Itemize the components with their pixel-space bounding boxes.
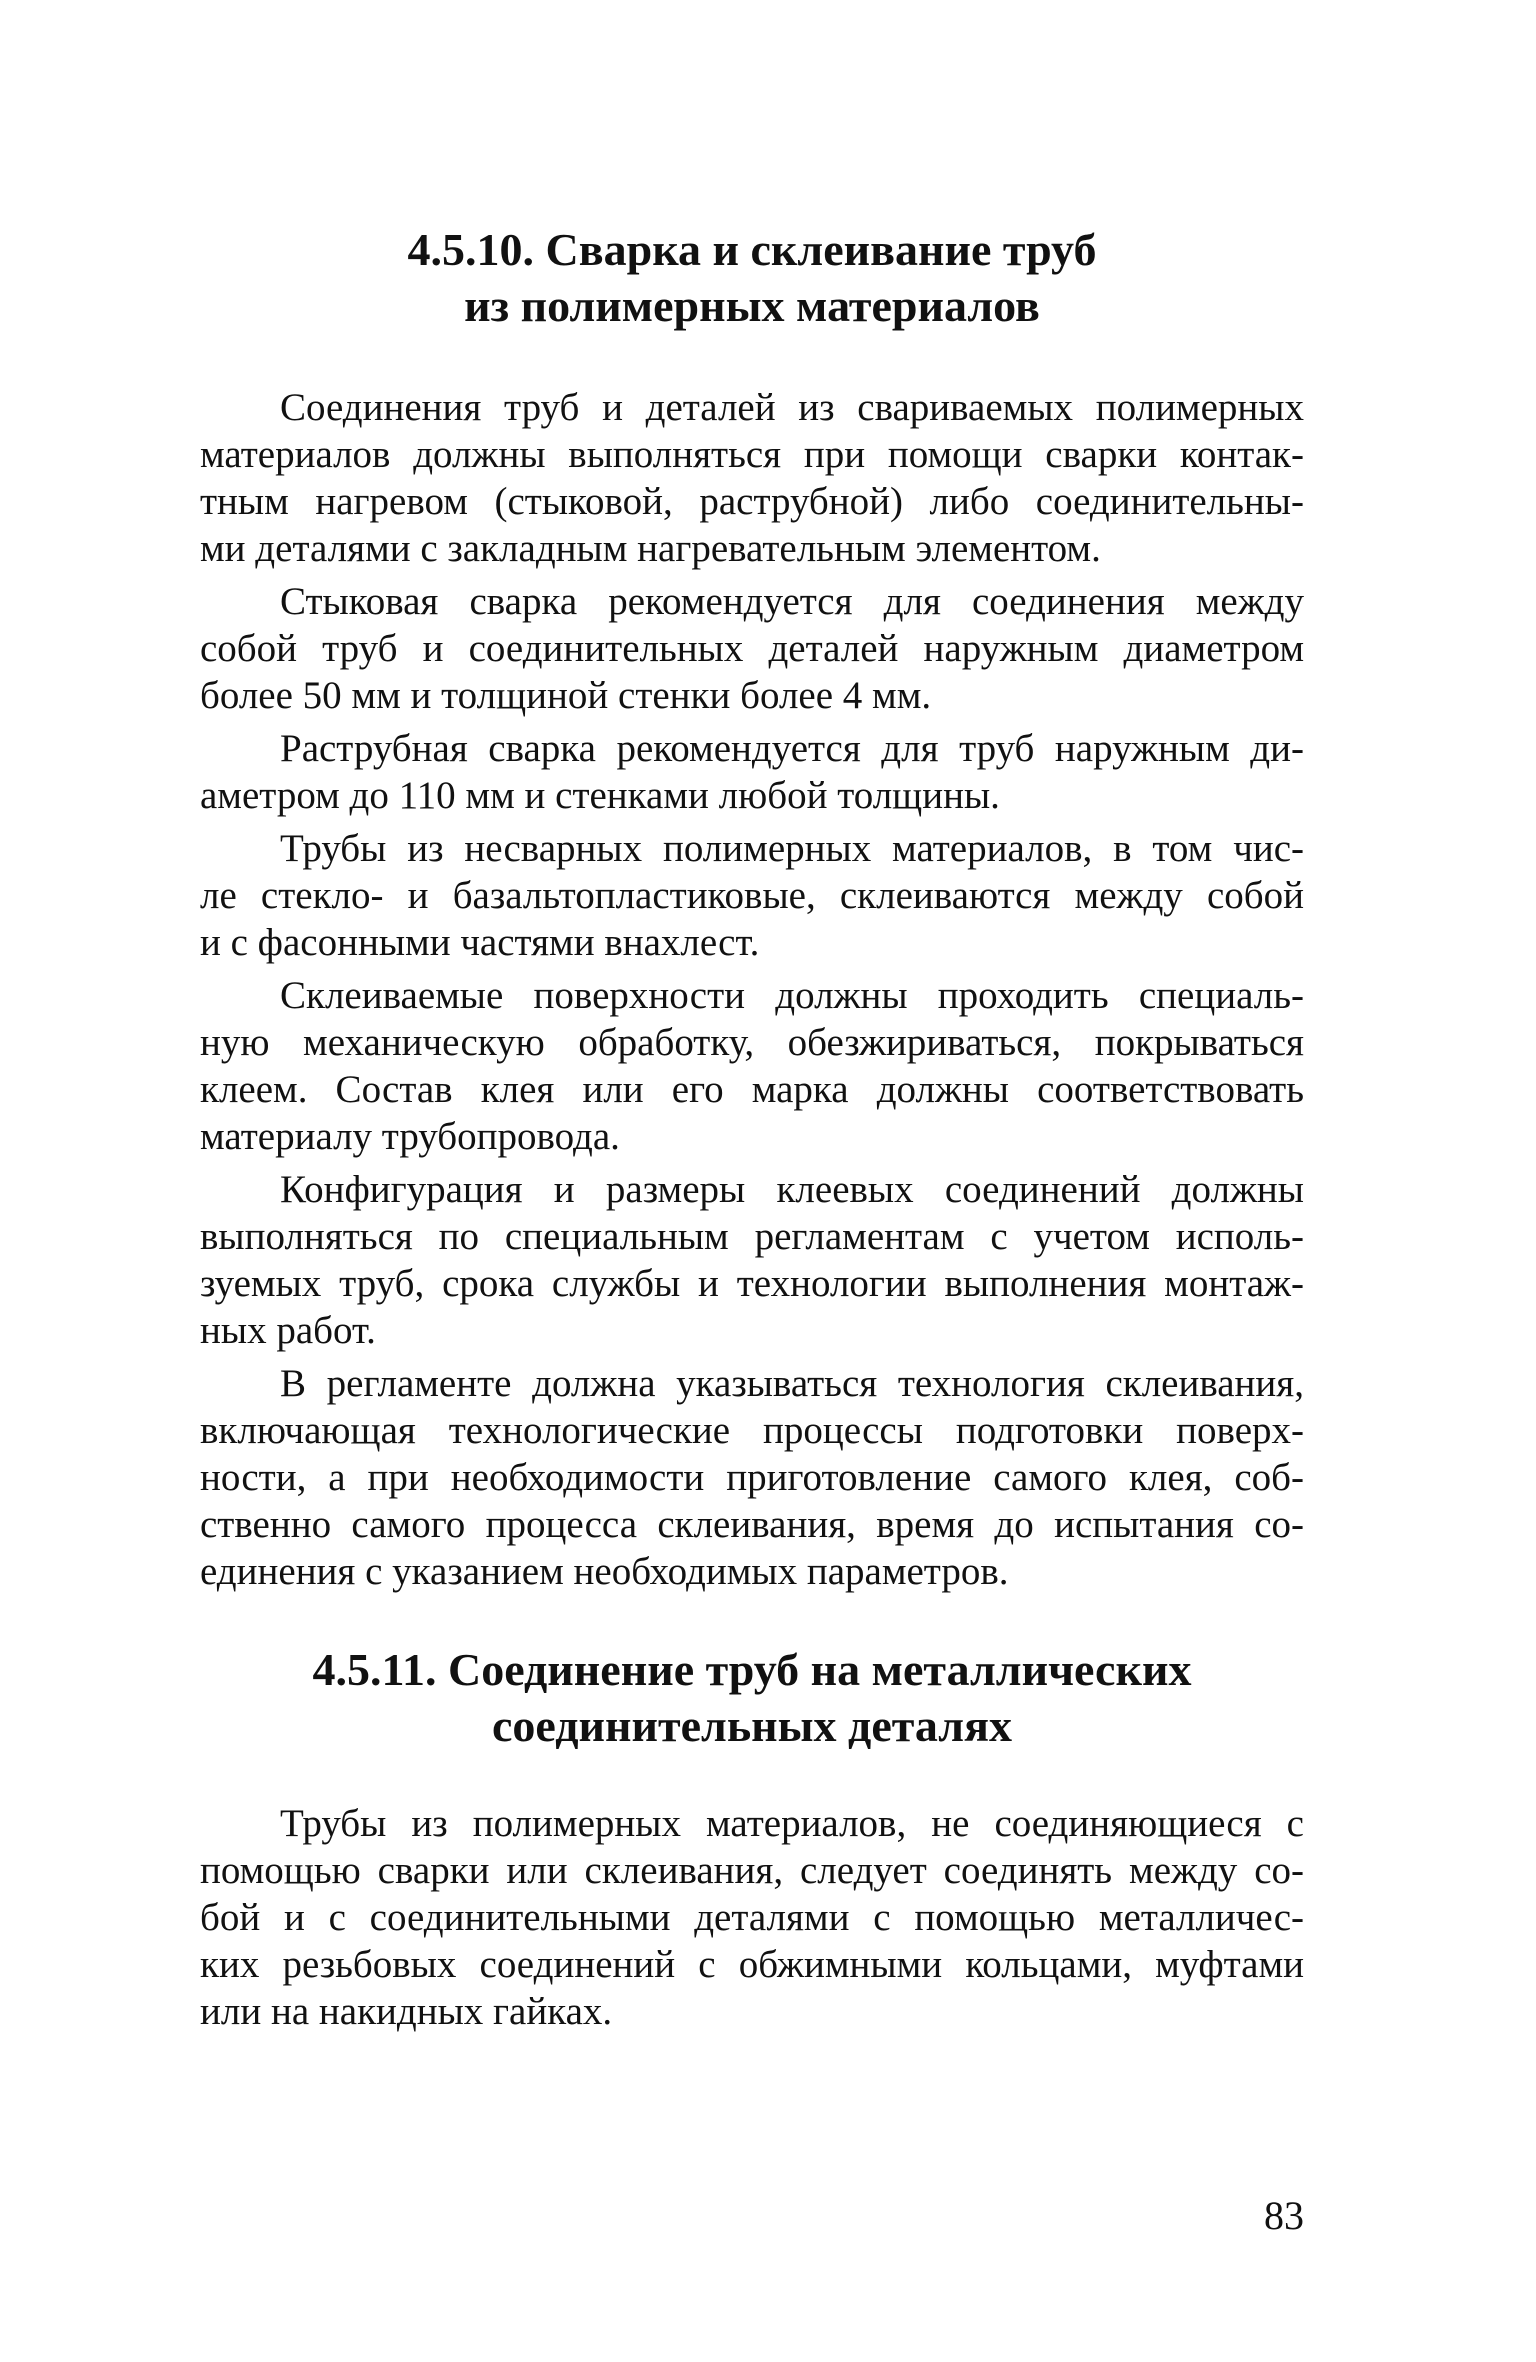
text-line: материалов должны выполняться при помощи сварки контак- xyxy=(200,433,1304,476)
section-title-line: 4.5.11. Соединение труб на металлических xyxy=(312,1644,1192,1695)
text-line: единения с указанием необходимых параметров. xyxy=(200,1550,1009,1593)
text-line: или на накидных гайках. xyxy=(200,1990,613,2033)
text-line: собой труб и соединительных деталей наружным диаметром xyxy=(200,627,1304,670)
paragraph xyxy=(200,1360,1304,1595)
section-body-4-5-11 xyxy=(200,1800,1304,2041)
text-line: Трубы из полимерных материалов, не соединяющиеся с xyxy=(280,1802,1304,1845)
paragraph xyxy=(200,725,1304,819)
paragraph xyxy=(200,384,1304,572)
text-line: более 50 мм и толщиной стенки более 4 мм. xyxy=(200,674,932,717)
text-line: ности, а при необходимости приготовление самого клея, соб- xyxy=(200,1456,1304,1499)
text-line: бой и с соединительными деталями с помощью металличес- xyxy=(200,1896,1304,1939)
text-line: зуемых труб, срока службы и технологии выполнения монтаж- xyxy=(200,1262,1304,1305)
section-title-4-5-11 xyxy=(200,1642,1304,1754)
text-line: ких резьбовых соединений с обжимными кольцами, муфтами xyxy=(200,1943,1304,1986)
text-line: ми деталями с закладным нагревательным элементом. xyxy=(200,527,1101,570)
text-line: тным нагревом (стыковой, раструбной) либо соединительны- xyxy=(200,480,1304,523)
paragraph xyxy=(200,972,1304,1160)
section-title-line: 4.5.10. Сварка и склеивание труб xyxy=(407,224,1097,275)
text-line: ственно самого процесса склеивания, время до испытания со- xyxy=(200,1503,1304,1546)
text-line: ных работ. xyxy=(200,1309,376,1352)
text-line: материалу трубопровода. xyxy=(200,1115,620,1158)
text-line: помощью сварки или склеивания, следует соединять между со- xyxy=(200,1849,1304,1892)
paragraph xyxy=(200,825,1304,966)
section-title-line: из полимерных материалов xyxy=(464,280,1040,331)
paragraph xyxy=(200,1166,1304,1354)
text-line: Стыковая сварка рекомендуется для соединения между xyxy=(280,580,1304,623)
text-line: ную механическую обработку, обезжириваться, покрываться xyxy=(200,1021,1304,1064)
text-line: ле стекло- и базальтопластиковые, склеиваются между собой xyxy=(200,874,1304,917)
section-title-4-5-10 xyxy=(200,222,1304,334)
text-line: Соединения труб и деталей из свариваемых полимерных xyxy=(280,386,1304,429)
text-line: включающая технологические процессы подготовки поверх- xyxy=(200,1409,1304,1452)
document-page xyxy=(200,0,1304,2362)
paragraph xyxy=(200,1800,1304,2035)
page-number: 83 xyxy=(1264,2193,1304,2238)
text-line: и с фасонными частями внахлест. xyxy=(200,921,760,964)
text-line: Конфигурация и размеры клеевых соединений должны xyxy=(280,1168,1304,1211)
paragraph xyxy=(200,578,1304,719)
section-body-4-5-10 xyxy=(200,384,1304,1601)
text-line: выполняться по специальным регламентам с учетом исполь- xyxy=(200,1215,1304,1258)
text-line: Раструбная сварка рекомендуется для труб наружным ди- xyxy=(280,727,1304,770)
text-line: Трубы из несварных полимерных материалов, в том чис- xyxy=(280,827,1304,870)
text-line: В регламенте должна указываться технология склеивания, xyxy=(280,1362,1304,1405)
text-line: Склеиваемые поверхности должны проходить специаль- xyxy=(280,974,1304,1017)
section-title-line: соединительных деталях xyxy=(491,1700,1012,1751)
text-line: аметром до 110 мм и стенками любой толщины. xyxy=(200,774,1000,817)
text-line: клеем. Состав клея или его марка должны соответствовать xyxy=(200,1068,1304,1111)
